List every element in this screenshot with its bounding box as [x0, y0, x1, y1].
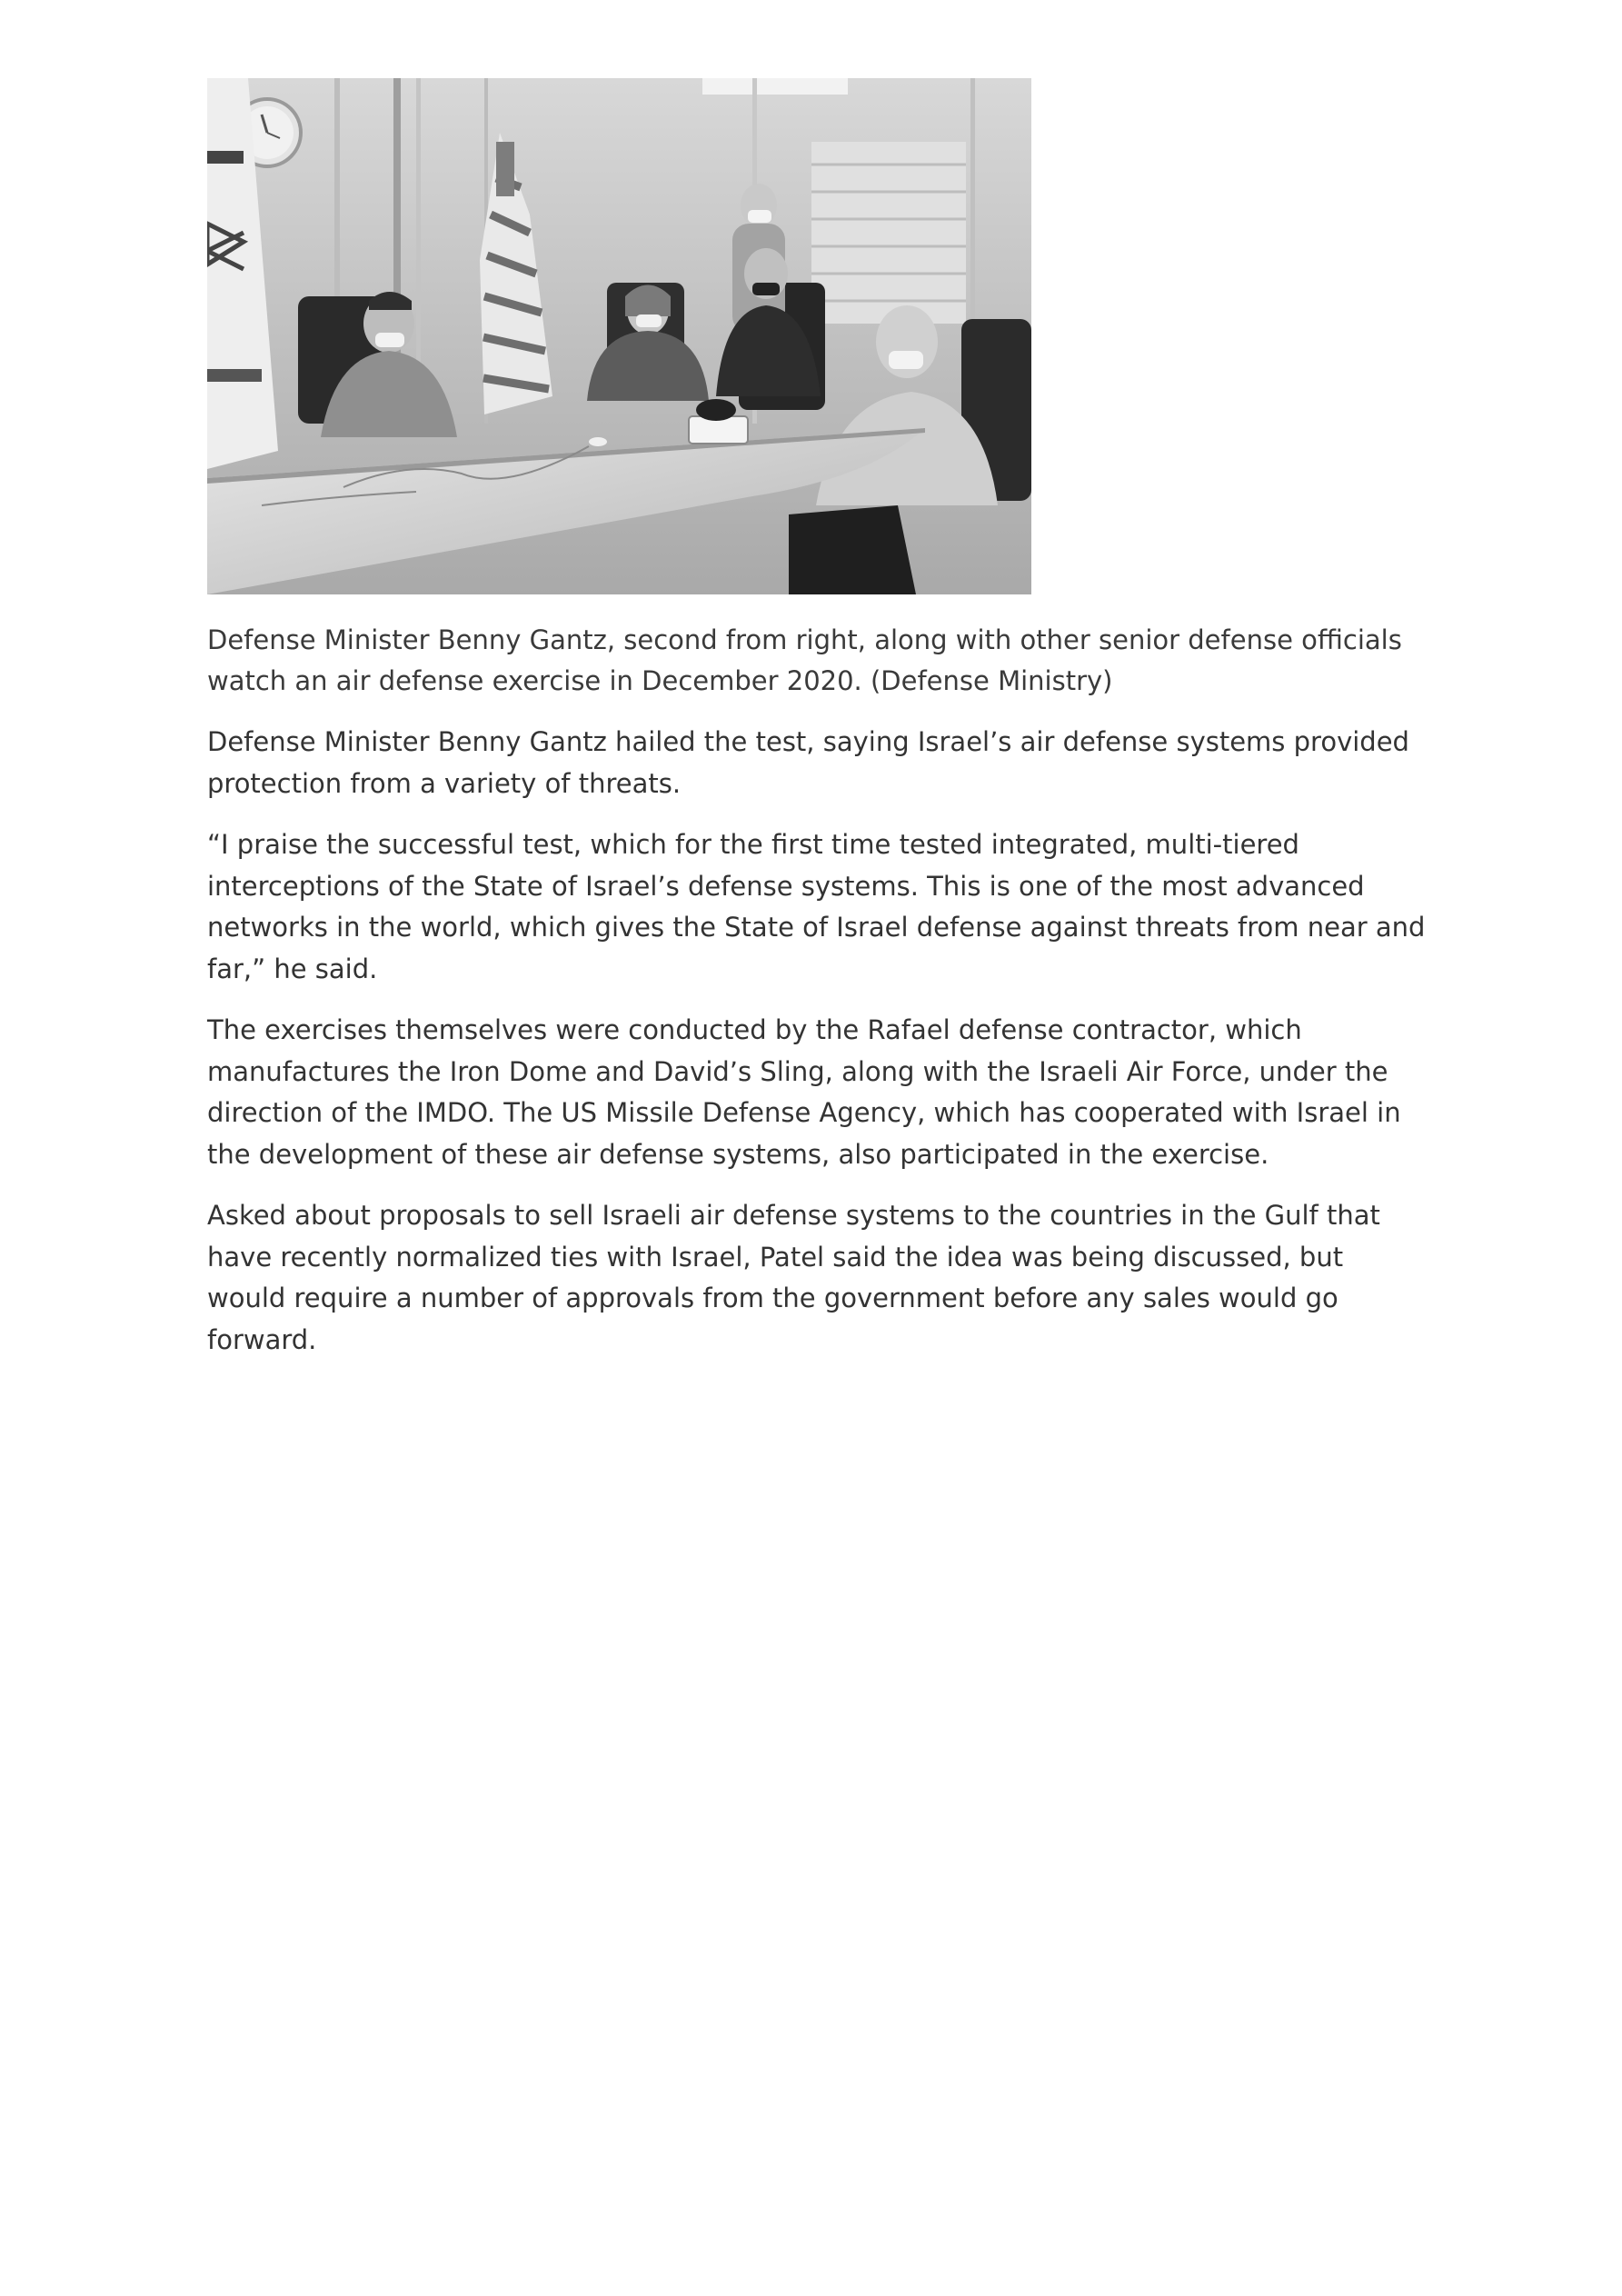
- article: [207, 78, 1429, 1361]
- article-paragraph: The exercises themselves were conducted by the Rafael defense contractor, which manufactures the Iron Dome and David’s Sling, along with the Israeli Air Force, under the direction of the IMDO. The US Missile Defense Agency, which has cooperated with Israel in the development of these air defense systems, also participated in the exercise.: [207, 1014, 1401, 1170]
- photo-caption: Defense Minister Benny Gantz, second from right, along with other senior defense officials watch an air defense exercise in December 2020. (Defense Ministry): [207, 624, 1402, 696]
- article-paragraph: Asked about proposals to sell Israeli air defense systems to the countries in the Gulf that have recently normalized ties with Israel, Patel said the idea was being discussed, but would require a number of approvals from the government before any sales would go forward.: [207, 1200, 1380, 1355]
- article-paragraph: “I praise the successful test, which for the first time tested integrated, multi-tiered interceptions of the State of Israel’s defense systems. This is one of the most advanced networks in the world, which gives the State of Israel defense against threats from near and far,” he said.: [207, 829, 1426, 984]
- article-photo: [207, 78, 1031, 594]
- article-paragraph: Defense Minister Benny Gantz hailed the test, saying Israel’s air defense systems provided protection from a variety of threats.: [207, 726, 1409, 799]
